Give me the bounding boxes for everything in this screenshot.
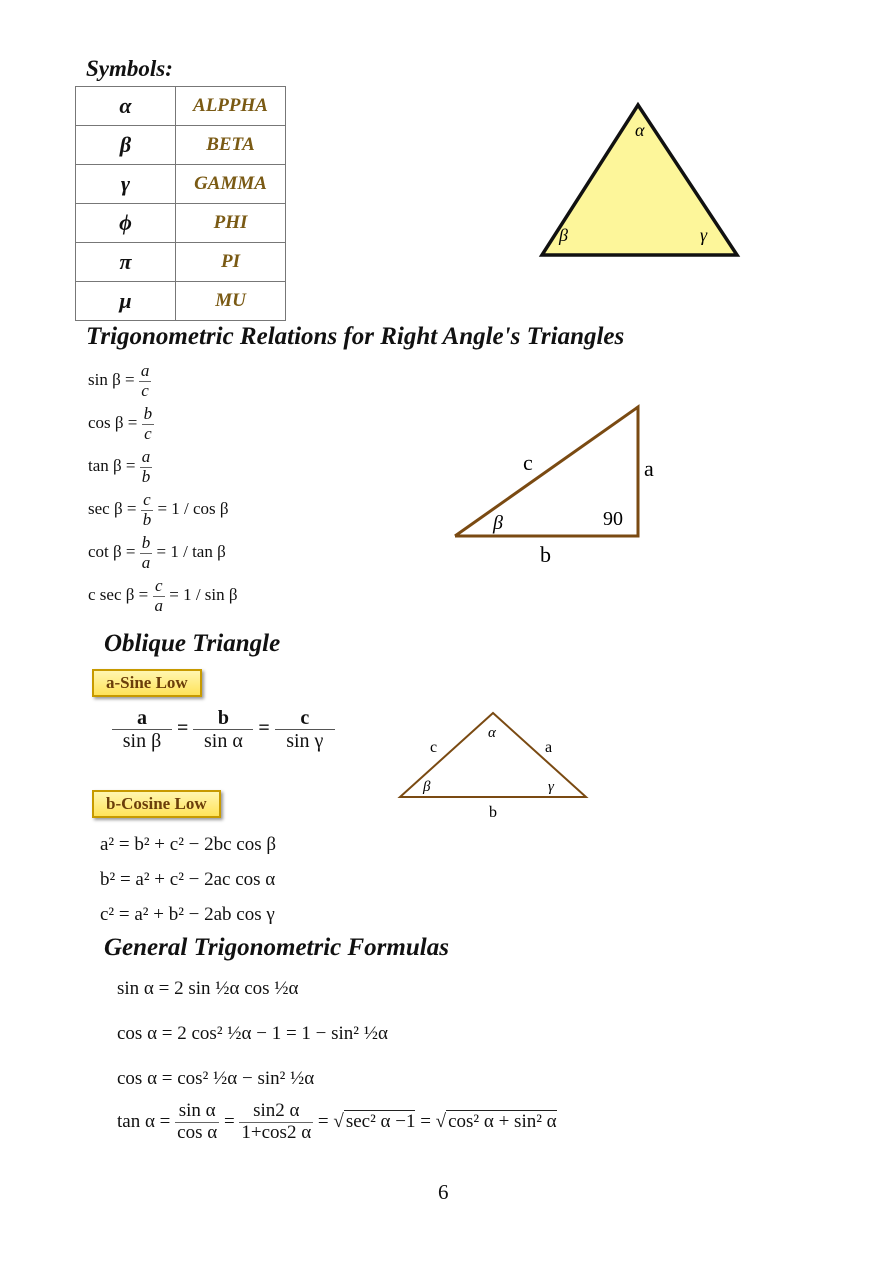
numerator: c bbox=[153, 577, 166, 597]
formula-lhs: sin β = bbox=[88, 370, 135, 390]
cosine-law-line: c² = a² + b² − 2ab cos γ bbox=[100, 904, 275, 925]
symbol-name-cell: PI bbox=[176, 243, 286, 282]
side-a-label: a bbox=[545, 739, 553, 756]
formula-lhs: c sec β = bbox=[88, 585, 149, 605]
sqrt-radicand: sec² α −1 bbox=[345, 1110, 416, 1132]
beta-label: β bbox=[423, 779, 431, 795]
symbol-name-cell: GAMMA bbox=[176, 165, 286, 204]
fraction bbox=[141, 491, 154, 529]
symbol-cell: α bbox=[76, 87, 176, 126]
equals-sign: = bbox=[317, 1110, 329, 1132]
symbol-cell: ϕ bbox=[76, 204, 176, 243]
oblique-triangle-diagram bbox=[390, 705, 600, 825]
denominator: c bbox=[141, 380, 149, 400]
fraction bbox=[140, 448, 153, 486]
numerator: b bbox=[141, 533, 151, 552]
numerator: a bbox=[112, 707, 172, 730]
tangent-formula bbox=[117, 1101, 557, 1144]
numerator: b bbox=[143, 404, 153, 423]
equals-sign: = bbox=[223, 1110, 235, 1132]
symbol-name-cell: PHI bbox=[176, 204, 286, 243]
fraction bbox=[140, 534, 153, 572]
numerator: a bbox=[141, 447, 151, 466]
fraction bbox=[142, 405, 155, 443]
formula-lhs: tan α = bbox=[117, 1110, 171, 1132]
denominator: sin β bbox=[122, 730, 162, 752]
right-triangle-diagram bbox=[445, 395, 675, 575]
formula-rhs: = 1 / cos β bbox=[157, 499, 229, 519]
numerator: b bbox=[193, 707, 253, 730]
formula-cot bbox=[88, 534, 238, 577]
denominator: b bbox=[141, 466, 151, 486]
cosine-law-label: b-Cosine Low bbox=[92, 790, 221, 818]
general-formula-line: cos α = 2 cos² ½α − 1 = 1 − sin² ½α bbox=[117, 1023, 388, 1044]
equals-sign: = bbox=[177, 717, 189, 740]
numerator: sin2 α bbox=[239, 1101, 313, 1123]
formula-tan bbox=[88, 448, 238, 491]
formula-csec bbox=[88, 577, 238, 620]
denominator: sin α bbox=[203, 730, 243, 752]
general-heading: General Trigonometric Formulas bbox=[104, 934, 449, 961]
formula-cos bbox=[88, 405, 238, 448]
yellow-triangle-diagram bbox=[535, 100, 745, 265]
alpha-label: α bbox=[488, 725, 496, 741]
numerator: a bbox=[140, 361, 150, 380]
table-row bbox=[76, 87, 286, 126]
sine-law-label: a-Sine Low bbox=[92, 669, 202, 697]
formula-sec bbox=[88, 491, 238, 534]
denominator: a bbox=[154, 595, 163, 615]
page-number: 6 bbox=[438, 1180, 449, 1204]
side-b-label: b bbox=[540, 542, 551, 567]
formula-rhs: = 1 / tan β bbox=[156, 542, 226, 562]
symbol-cell: β bbox=[76, 126, 176, 165]
denominator: 1+cos2 α bbox=[241, 1121, 312, 1143]
side-b-label: b bbox=[489, 804, 497, 821]
table-row bbox=[76, 126, 286, 165]
symbol-name-cell: ALPPHA bbox=[176, 87, 286, 126]
equals-sign: = bbox=[258, 717, 270, 740]
denominator: b bbox=[142, 509, 152, 529]
beta-label: β bbox=[559, 225, 568, 245]
gamma-label: γ bbox=[700, 225, 708, 245]
formula-rhs: = 1 / sin β bbox=[169, 585, 238, 605]
fraction bbox=[193, 707, 253, 752]
side-c-label: c bbox=[430, 739, 438, 756]
beta-label: β bbox=[493, 512, 503, 534]
formula-lhs: tan β = bbox=[88, 456, 136, 476]
gamma-label: γ bbox=[548, 779, 554, 795]
denominator: a bbox=[141, 552, 151, 572]
denominator: sin γ bbox=[286, 730, 324, 752]
sqrt-icon: √ bbox=[333, 1110, 344, 1132]
trig-relations-list bbox=[88, 362, 238, 620]
numerator: sin α bbox=[175, 1101, 219, 1123]
sine-law-formula bbox=[112, 707, 335, 752]
fraction bbox=[112, 707, 172, 752]
oblique-heading: Oblique Triangle bbox=[104, 630, 281, 657]
numerator: c bbox=[141, 491, 154, 511]
denominator: cos α bbox=[177, 1121, 218, 1143]
table-row bbox=[76, 204, 286, 243]
right-angle-label: 90 bbox=[603, 508, 623, 530]
general-formula-line: cos α = cos² ½α − sin² ½α bbox=[117, 1068, 315, 1089]
table-row bbox=[76, 243, 286, 282]
symbols-heading: Symbols: bbox=[86, 56, 173, 81]
side-a-label: a bbox=[644, 456, 654, 481]
fraction bbox=[275, 707, 335, 752]
fraction bbox=[239, 1101, 313, 1144]
sqrt-radicand: cos² α + sin² α bbox=[448, 1110, 557, 1132]
formula-lhs: sec β = bbox=[88, 499, 137, 519]
table-row bbox=[76, 282, 286, 321]
formula-sin bbox=[88, 362, 238, 405]
symbol-cell: γ bbox=[76, 165, 176, 204]
symbol-name-cell: BETA bbox=[176, 126, 286, 165]
general-formula-line: sin α = 2 sin ½α cos ½α bbox=[117, 978, 299, 999]
equals-sign: = bbox=[420, 1110, 431, 1132]
general-formulas bbox=[117, 978, 388, 1113]
sqrt-icon: √ bbox=[435, 1110, 447, 1132]
denominator: c bbox=[144, 423, 152, 443]
cosine-law-list bbox=[100, 834, 276, 939]
formula-lhs: cos β = bbox=[88, 413, 138, 433]
fraction bbox=[139, 362, 152, 400]
symbol-cell: μ bbox=[76, 282, 176, 321]
hypotenuse-c-label: c bbox=[523, 450, 533, 475]
formula-lhs: cot β = bbox=[88, 542, 136, 562]
right-triangle-heading: Trigonometric Relations for Right Angle's Triangles bbox=[86, 323, 625, 350]
cosine-law-line: b² = a² + c² − 2ac cos α bbox=[100, 869, 276, 890]
fraction bbox=[175, 1101, 219, 1144]
alpha-label: α bbox=[635, 120, 645, 140]
fraction bbox=[153, 577, 166, 615]
table-row bbox=[76, 165, 286, 204]
symbols-table bbox=[75, 86, 286, 321]
symbol-cell: π bbox=[76, 243, 176, 282]
numerator: c bbox=[275, 707, 335, 730]
cosine-law-line: a² = b² + c² − 2bc cos β bbox=[100, 834, 277, 855]
symbol-name-cell: MU bbox=[176, 282, 286, 321]
